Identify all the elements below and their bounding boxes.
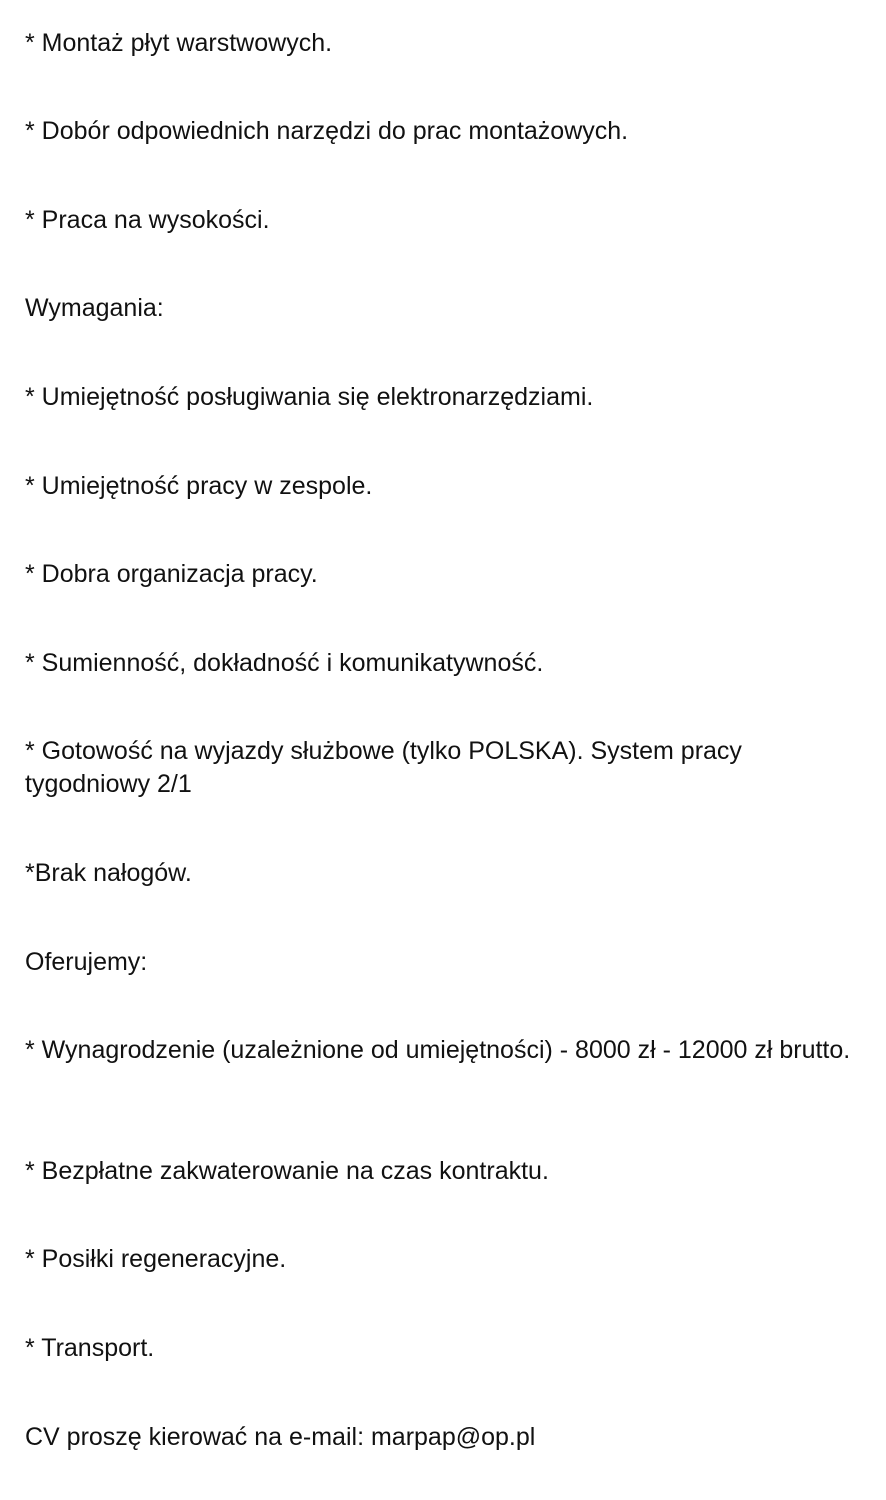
- offer-heading: Oferujemy:: [25, 948, 148, 976]
- requirement-power-tools: * Umiejętność posługiwania się elektronarzędziami.: [25, 383, 594, 411]
- requirement-organization: * Dobra organizacja pracy.: [25, 560, 318, 588]
- duty-tool-selection: * Dobór odpowiednich narzędzi do prac montażowych.: [25, 117, 629, 145]
- requirements-heading: Wymagania:: [25, 294, 164, 322]
- offer-salary: * Wynagrodzenie (uzależnione od umiejętności) - 8000 zł - 12000 zł brutto.: [25, 1036, 851, 1064]
- requirement-teamwork: * Umiejętność pracy w zespole.: [25, 472, 373, 500]
- requirement-no-addictions: *Brak nałogów.: [25, 859, 192, 887]
- offer-transport: * Transport.: [25, 1334, 155, 1362]
- requirement-business-trips: * Gotowość na wyjazdy służbowe (tylko POLSKA). System pracy tygodniowy 2/1: [25, 737, 742, 798]
- duty-work-at-height: * Praca na wysokości.: [25, 206, 270, 234]
- contact-email-line[interactable]: CV proszę kierować na e-mail: marpap@op.pl: [25, 1423, 536, 1451]
- duty-panel-mounting: * Montaż płyt warstwowych.: [25, 29, 333, 57]
- requirement-diligence: * Sumienność, dokładność i komunikatywność.: [25, 649, 544, 677]
- offer-accommodation: * Bezpłatne zakwaterowanie na czas kontraktu.: [25, 1157, 549, 1185]
- offer-meals: * Posiłki regeneracyjne.: [25, 1245, 287, 1273]
